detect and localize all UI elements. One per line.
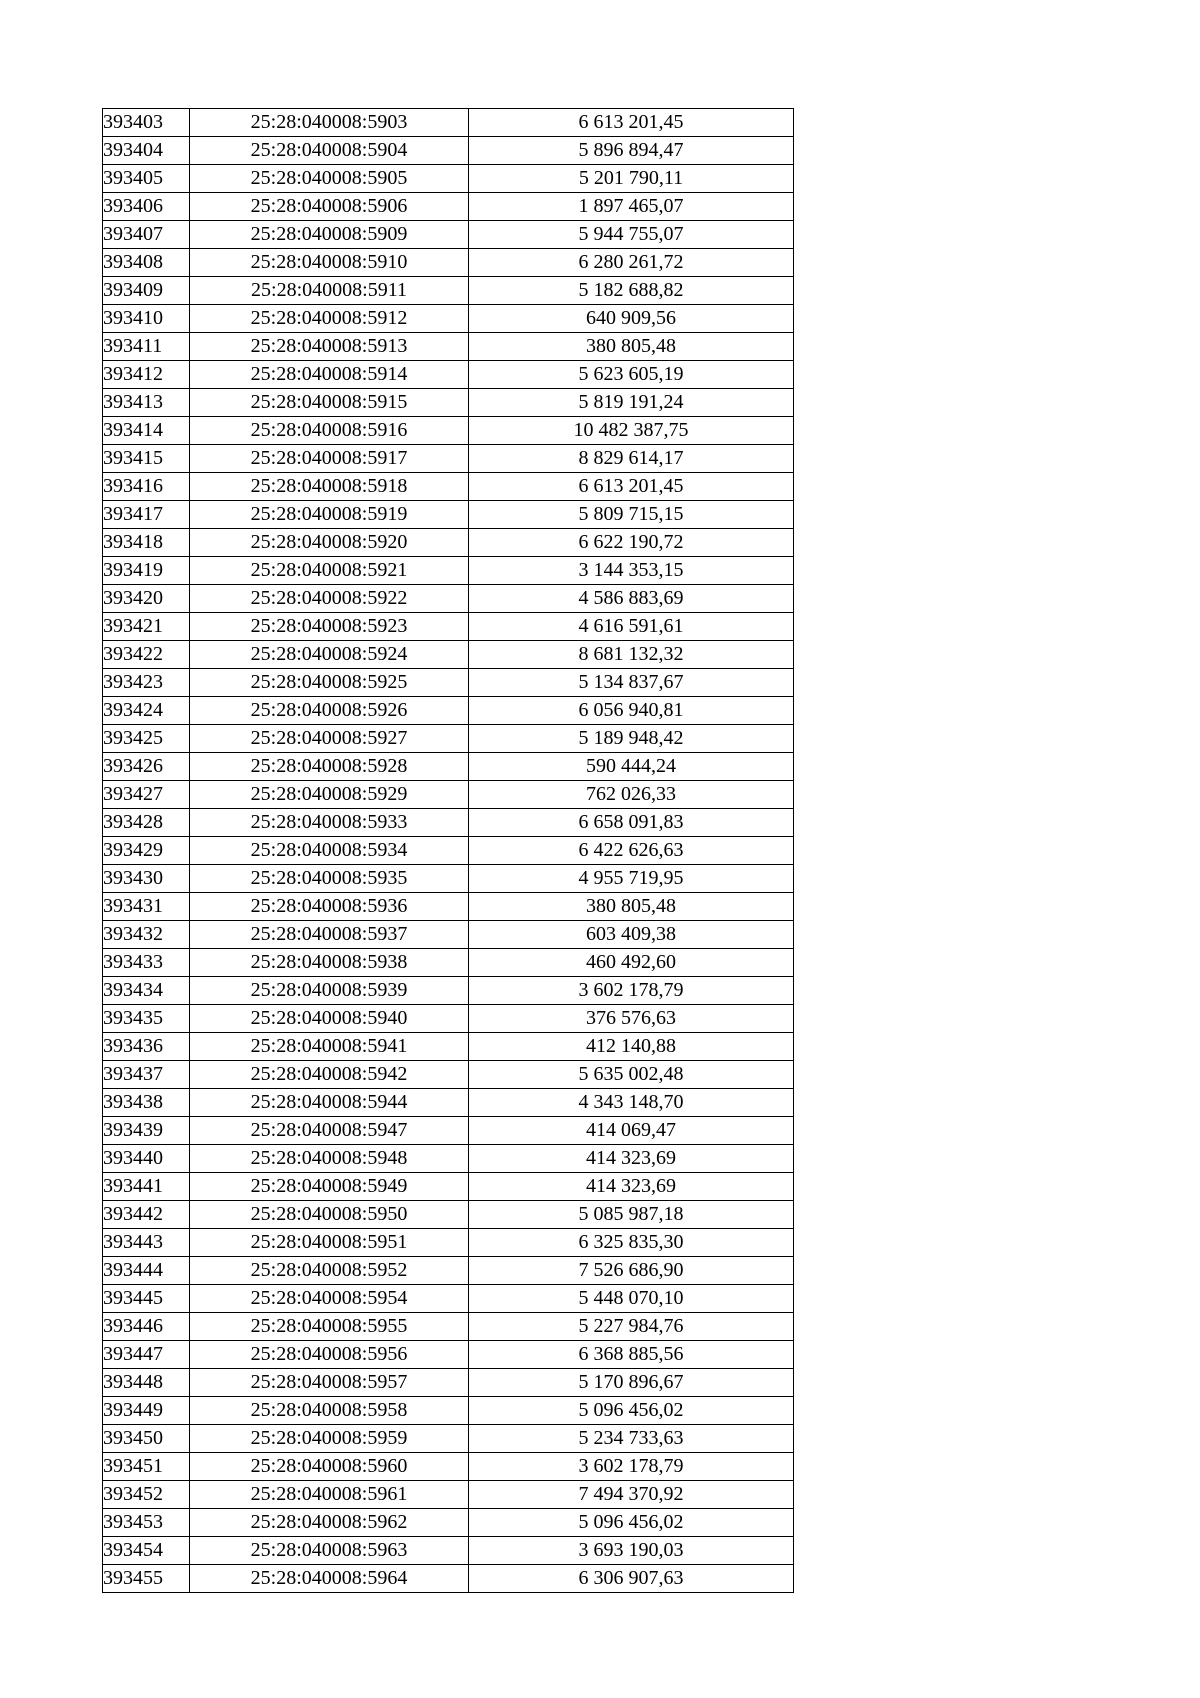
table-row	[103, 1089, 794, 1117]
cadastral-number-cell: 25:28:040008:5937	[190, 921, 469, 949]
table-row	[103, 333, 794, 361]
row-number-cell: 393444	[103, 1257, 190, 1285]
cadastral-number-cell: 25:28:040008:5934	[190, 837, 469, 865]
cadastral-value-cell: 5 234 733,63	[469, 1425, 794, 1453]
row-number-cell: 393433	[103, 949, 190, 977]
row-number-cell: 393429	[103, 837, 190, 865]
cadastral-value-cell: 5 134 837,67	[469, 669, 794, 697]
row-number-cell: 393407	[103, 221, 190, 249]
row-number-cell: 393448	[103, 1369, 190, 1397]
table-row	[103, 1397, 794, 1425]
table-row	[103, 1509, 794, 1537]
row-number-cell: 393427	[103, 781, 190, 809]
cadastral-number-cell: 25:28:040008:5962	[190, 1509, 469, 1537]
cadastral-number-cell: 25:28:040008:5939	[190, 977, 469, 1005]
cadastral-number-cell: 25:28:040008:5928	[190, 753, 469, 781]
cadastral-number-cell: 25:28:040008:5914	[190, 361, 469, 389]
cadastral-number-cell: 25:28:040008:5951	[190, 1229, 469, 1257]
cadastral-value-cell: 640 909,56	[469, 305, 794, 333]
table-row	[103, 361, 794, 389]
cadastral-value-cell: 6 658 091,83	[469, 809, 794, 837]
table-row	[103, 137, 794, 165]
table-row	[103, 809, 794, 837]
cadastral-number-cell: 25:28:040008:5911	[190, 277, 469, 305]
cadastral-number-cell: 25:28:040008:5906	[190, 193, 469, 221]
cadastral-value-cell: 3 693 190,03	[469, 1537, 794, 1565]
cadastral-number-cell: 25:28:040008:5923	[190, 613, 469, 641]
row-number-cell: 393419	[103, 557, 190, 585]
table-row	[103, 753, 794, 781]
cadastral-value-cell: 6 325 835,30	[469, 1229, 794, 1257]
cadastral-number-cell: 25:28:040008:5910	[190, 249, 469, 277]
cadastral-value-cell: 6 306 907,63	[469, 1565, 794, 1593]
row-number-cell: 393441	[103, 1173, 190, 1201]
row-number-cell: 393439	[103, 1117, 190, 1145]
cadastral-number-cell: 25:28:040008:5927	[190, 725, 469, 753]
cadastral-value-cell: 5 189 948,42	[469, 725, 794, 753]
row-number-cell: 393430	[103, 865, 190, 893]
cadastral-number-cell: 25:28:040008:5938	[190, 949, 469, 977]
cadastral-value-cell: 5 227 984,76	[469, 1313, 794, 1341]
table-row	[103, 921, 794, 949]
table-row	[103, 1229, 794, 1257]
cadastral-number-cell: 25:28:040008:5956	[190, 1341, 469, 1369]
cadastral-value-cell: 6 622 190,72	[469, 529, 794, 557]
row-number-cell: 393413	[103, 389, 190, 417]
row-number-cell: 393423	[103, 669, 190, 697]
cadastral-number-cell: 25:28:040008:5963	[190, 1537, 469, 1565]
cadastral-number-cell: 25:28:040008:5920	[190, 529, 469, 557]
table-row	[103, 277, 794, 305]
table-row	[103, 501, 794, 529]
cadastral-value-cell: 4 616 591,61	[469, 613, 794, 641]
table-row	[103, 1201, 794, 1229]
cadastral-value-cell: 5 085 987,18	[469, 1201, 794, 1229]
row-number-cell: 393435	[103, 1005, 190, 1033]
row-number-cell: 393438	[103, 1089, 190, 1117]
cadastral-number-cell: 25:28:040008:5961	[190, 1481, 469, 1509]
cadastral-number-cell: 25:28:040008:5919	[190, 501, 469, 529]
cadastral-value-cell: 10 482 387,75	[469, 417, 794, 445]
cadastral-value-cell: 5 096 456,02	[469, 1397, 794, 1425]
row-number-cell: 393408	[103, 249, 190, 277]
table-row	[103, 1481, 794, 1509]
table-row	[103, 725, 794, 753]
cadastral-value-cell: 5 170 896,67	[469, 1369, 794, 1397]
cadastral-value-cell: 4 955 719,95	[469, 865, 794, 893]
row-number-cell: 393425	[103, 725, 190, 753]
row-number-cell: 393428	[103, 809, 190, 837]
table-row	[103, 1145, 794, 1173]
cadastral-number-cell: 25:28:040008:5958	[190, 1397, 469, 1425]
cadastral-value-cell: 7 526 686,90	[469, 1257, 794, 1285]
cadastral-value-cell: 8 681 132,32	[469, 641, 794, 669]
cadastral-number-cell: 25:28:040008:5960	[190, 1453, 469, 1481]
table-row	[103, 417, 794, 445]
row-number-cell: 393451	[103, 1453, 190, 1481]
cadastral-number-cell: 25:28:040008:5936	[190, 893, 469, 921]
cadastral-number-cell: 25:28:040008:5957	[190, 1369, 469, 1397]
cadastral-value-cell: 414 323,69	[469, 1145, 794, 1173]
row-number-cell: 393418	[103, 529, 190, 557]
cadastral-value-cell: 414 069,47	[469, 1117, 794, 1145]
cadastral-number-cell: 25:28:040008:5926	[190, 697, 469, 725]
row-number-cell: 393454	[103, 1537, 190, 1565]
cadastral-number-cell: 25:28:040008:5912	[190, 305, 469, 333]
row-number-cell: 393411	[103, 333, 190, 361]
cadastral-number-cell: 25:28:040008:5905	[190, 165, 469, 193]
cadastral-value-cell: 6 368 885,56	[469, 1341, 794, 1369]
cadastral-number-cell: 25:28:040008:5925	[190, 669, 469, 697]
cadastral-number-cell: 25:28:040008:5903	[190, 109, 469, 137]
table-body	[103, 109, 794, 1593]
cadastral-value-cell: 6 280 261,72	[469, 249, 794, 277]
row-number-cell: 393436	[103, 1033, 190, 1061]
table-row	[103, 305, 794, 333]
table-row	[103, 697, 794, 725]
row-number-cell: 393431	[103, 893, 190, 921]
row-number-cell: 393449	[103, 1397, 190, 1425]
cadastral-value-cell: 412 140,88	[469, 1033, 794, 1061]
cadastral-value-cell: 3 144 353,15	[469, 557, 794, 585]
table-row	[103, 893, 794, 921]
cadastral-value-cell: 414 323,69	[469, 1173, 794, 1201]
cadastral-number-cell: 25:28:040008:5918	[190, 473, 469, 501]
cadastral-value-cell: 460 492,60	[469, 949, 794, 977]
row-number-cell: 393450	[103, 1425, 190, 1453]
row-number-cell: 393447	[103, 1341, 190, 1369]
table-row	[103, 1061, 794, 1089]
table-row	[103, 221, 794, 249]
cadastral-number-cell: 25:28:040008:5941	[190, 1033, 469, 1061]
row-number-cell: 393442	[103, 1201, 190, 1229]
table-row	[103, 1033, 794, 1061]
table-row	[103, 837, 794, 865]
cadastral-value-cell: 5 896 894,47	[469, 137, 794, 165]
table-row	[103, 613, 794, 641]
table-row	[103, 1565, 794, 1593]
cadastral-number-cell: 25:28:040008:5921	[190, 557, 469, 585]
cadastral-number-cell: 25:28:040008:5935	[190, 865, 469, 893]
table-row	[103, 1341, 794, 1369]
table-row	[103, 193, 794, 221]
row-number-cell: 393410	[103, 305, 190, 333]
cadastral-value-cell: 5 635 002,48	[469, 1061, 794, 1089]
row-number-cell: 393415	[103, 445, 190, 473]
cadastral-value-cell: 6 613 201,45	[469, 473, 794, 501]
row-number-cell: 393403	[103, 109, 190, 137]
table-row	[103, 109, 794, 137]
table-row	[103, 641, 794, 669]
cadastral-number-cell: 25:28:040008:5909	[190, 221, 469, 249]
cadastral-number-cell: 25:28:040008:5950	[190, 1201, 469, 1229]
cadastral-value-cell: 4 586 883,69	[469, 585, 794, 613]
table-row	[103, 1285, 794, 1313]
cadastral-number-cell: 25:28:040008:5948	[190, 1145, 469, 1173]
row-number-cell: 393417	[103, 501, 190, 529]
table-row	[103, 1173, 794, 1201]
cadastral-value-cell: 380 805,48	[469, 893, 794, 921]
table-row	[103, 1425, 794, 1453]
cadastral-number-cell: 25:28:040008:5929	[190, 781, 469, 809]
table-row	[103, 1313, 794, 1341]
cadastral-value-table	[102, 108, 794, 1593]
cadastral-number-cell: 25:28:040008:5922	[190, 585, 469, 613]
cadastral-value-cell: 5 623 605,19	[469, 361, 794, 389]
cadastral-number-cell: 25:28:040008:5954	[190, 1285, 469, 1313]
cadastral-value-cell: 3 602 178,79	[469, 977, 794, 1005]
cadastral-number-cell: 25:28:040008:5915	[190, 389, 469, 417]
table-row	[103, 1537, 794, 1565]
cadastral-value-cell: 6 613 201,45	[469, 109, 794, 137]
table-row	[103, 1257, 794, 1285]
cadastral-number-cell: 25:28:040008:5964	[190, 1565, 469, 1593]
row-number-cell: 393445	[103, 1285, 190, 1313]
table-row	[103, 389, 794, 417]
cadastral-number-cell: 25:28:040008:5959	[190, 1425, 469, 1453]
row-number-cell: 393452	[103, 1481, 190, 1509]
cadastral-value-cell: 5 201 790,11	[469, 165, 794, 193]
table-row	[103, 949, 794, 977]
row-number-cell: 393409	[103, 277, 190, 305]
cadastral-value-cell: 3 602 178,79	[469, 1453, 794, 1481]
cadastral-value-cell: 5 448 070,10	[469, 1285, 794, 1313]
row-number-cell: 393432	[103, 921, 190, 949]
row-number-cell: 393414	[103, 417, 190, 445]
cadastral-number-cell: 25:28:040008:5904	[190, 137, 469, 165]
cadastral-value-cell: 4 343 148,70	[469, 1089, 794, 1117]
table-row	[103, 473, 794, 501]
cadastral-number-cell: 25:28:040008:5955	[190, 1313, 469, 1341]
row-number-cell: 393440	[103, 1145, 190, 1173]
row-number-cell: 393405	[103, 165, 190, 193]
row-number-cell: 393434	[103, 977, 190, 1005]
cadastral-value-cell: 6 056 940,81	[469, 697, 794, 725]
table-row	[103, 1369, 794, 1397]
cadastral-number-cell: 25:28:040008:5916	[190, 417, 469, 445]
row-number-cell: 393426	[103, 753, 190, 781]
table-row	[103, 529, 794, 557]
table-row	[103, 585, 794, 613]
table-row	[103, 1117, 794, 1145]
cadastral-value-cell: 1 897 465,07	[469, 193, 794, 221]
cadastral-value-cell: 5 809 715,15	[469, 501, 794, 529]
table-row	[103, 165, 794, 193]
cadastral-value-cell: 7 494 370,92	[469, 1481, 794, 1509]
cadastral-number-cell: 25:28:040008:5942	[190, 1061, 469, 1089]
table-row	[103, 249, 794, 277]
cadastral-value-cell: 762 026,33	[469, 781, 794, 809]
row-number-cell: 393443	[103, 1229, 190, 1257]
table-row	[103, 1453, 794, 1481]
cadastral-number-cell: 25:28:040008:5947	[190, 1117, 469, 1145]
cadastral-number-cell: 25:28:040008:5933	[190, 809, 469, 837]
cadastral-number-cell: 25:28:040008:5917	[190, 445, 469, 473]
cadastral-value-cell: 376 576,63	[469, 1005, 794, 1033]
cadastral-value-cell: 8 829 614,17	[469, 445, 794, 473]
cadastral-value-cell: 5 819 191,24	[469, 389, 794, 417]
table-row	[103, 445, 794, 473]
cadastral-number-cell: 25:28:040008:5924	[190, 641, 469, 669]
cadastral-value-cell: 6 422 626,63	[469, 837, 794, 865]
cadastral-number-cell: 25:28:040008:5952	[190, 1257, 469, 1285]
table-row	[103, 977, 794, 1005]
cadastral-value-cell: 590 444,24	[469, 753, 794, 781]
row-number-cell: 393422	[103, 641, 190, 669]
row-number-cell: 393453	[103, 1509, 190, 1537]
cadastral-value-cell: 603 409,38	[469, 921, 794, 949]
row-number-cell: 393455	[103, 1565, 190, 1593]
row-number-cell: 393420	[103, 585, 190, 613]
table-row	[103, 781, 794, 809]
row-number-cell: 393437	[103, 1061, 190, 1089]
row-number-cell: 393424	[103, 697, 190, 725]
row-number-cell: 393421	[103, 613, 190, 641]
table-row	[103, 669, 794, 697]
cadastral-value-cell: 380 805,48	[469, 333, 794, 361]
table-row	[103, 557, 794, 585]
cadastral-value-cell: 5 182 688,82	[469, 277, 794, 305]
row-number-cell: 393446	[103, 1313, 190, 1341]
cadastral-number-cell: 25:28:040008:5944	[190, 1089, 469, 1117]
row-number-cell: 393412	[103, 361, 190, 389]
table-row	[103, 1005, 794, 1033]
cadastral-value-cell: 5 096 456,02	[469, 1509, 794, 1537]
cadastral-value-cell: 5 944 755,07	[469, 221, 794, 249]
row-number-cell: 393416	[103, 473, 190, 501]
row-number-cell: 393404	[103, 137, 190, 165]
cadastral-number-cell: 25:28:040008:5949	[190, 1173, 469, 1201]
cadastral-number-cell: 25:28:040008:5940	[190, 1005, 469, 1033]
row-number-cell: 393406	[103, 193, 190, 221]
table-row	[103, 865, 794, 893]
cadastral-number-cell: 25:28:040008:5913	[190, 333, 469, 361]
